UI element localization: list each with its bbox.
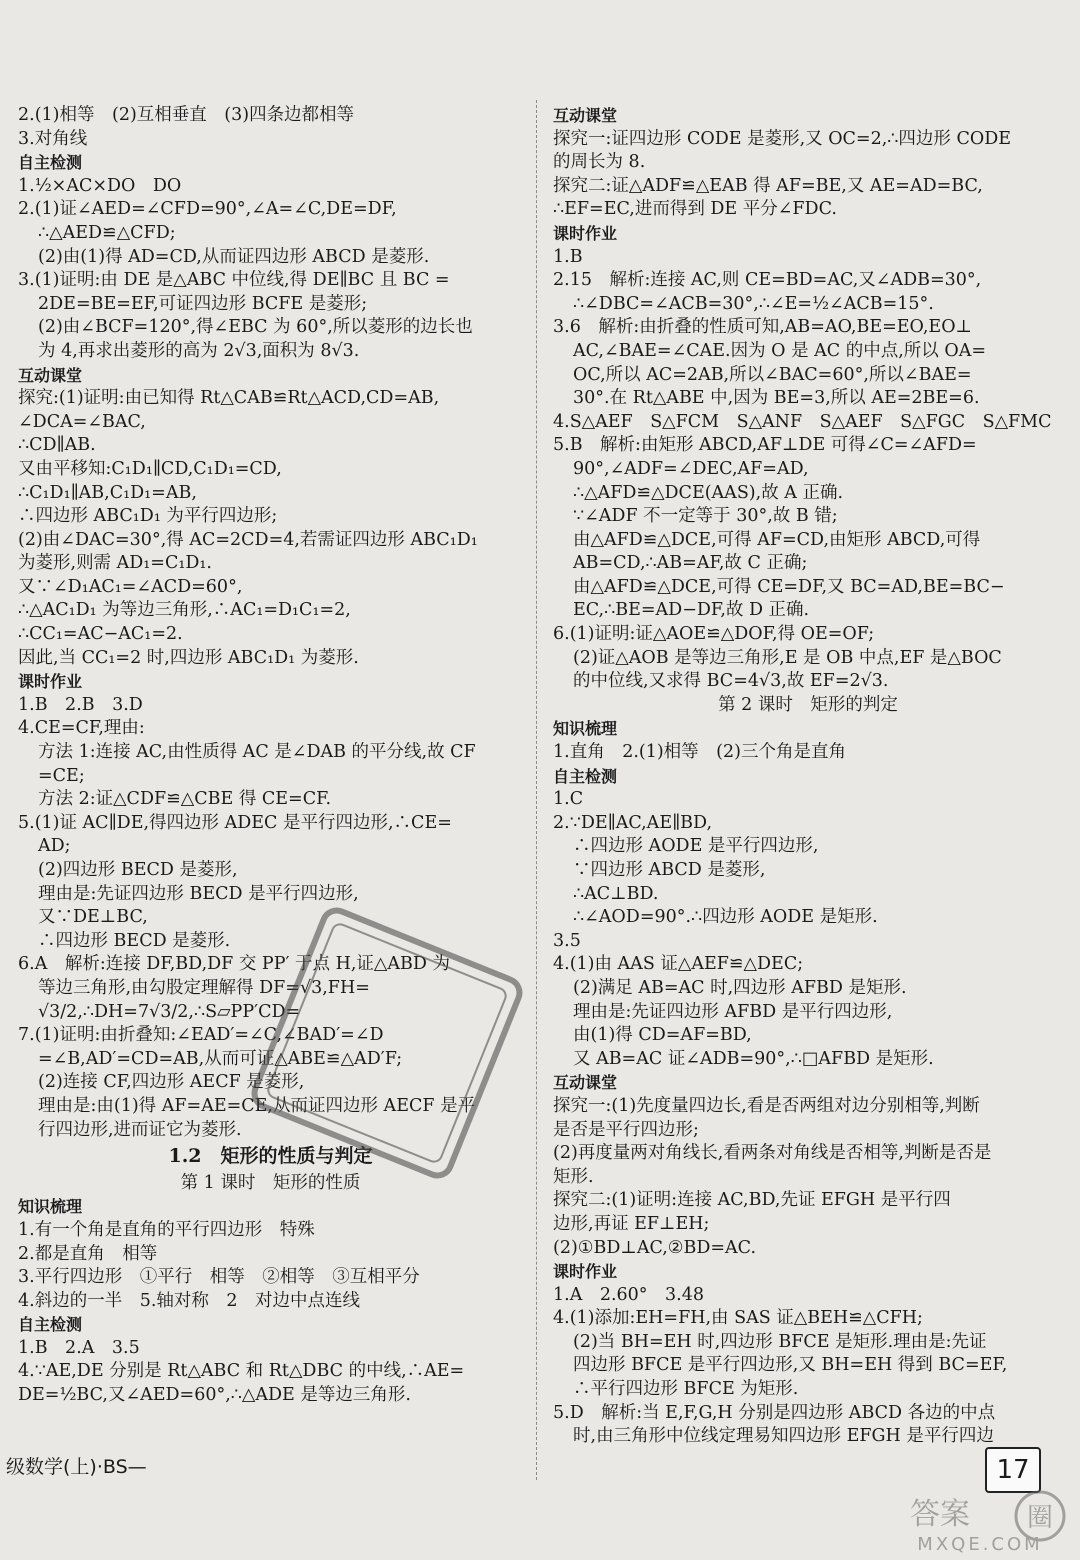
answer-line: 方法 1:连接 AC,由性质得 AC 是∠DAB 的平分线,故 CF	[38, 742, 476, 763]
answer-line: 的中位线,又求得 BC=4√3,故 EF=2√3.	[573, 671, 889, 692]
answer-line: ∴△AFD≌△DCE(AAS),故 A 正确.	[573, 482, 844, 503]
answer-line: 7.(1)证明:由折叠知:∠EAD′=∠C,∠BAD′=∠D	[18, 1025, 384, 1046]
answer-line: ∵∠ADF 不一定等于 30°,故 B 错;	[573, 506, 838, 527]
section-heading: 课时作业	[553, 1262, 618, 1282]
section-heading: 互动课堂	[18, 365, 83, 385]
answer-line: (2)证△AOB 是等边三角形,E 是 OB 中点,EF 是△BOC	[573, 647, 1002, 668]
answer-line: 行四边形,进而证它为菱形.	[38, 1119, 242, 1140]
section-heading: 知识梳理	[18, 1197, 83, 1217]
answer-line: (2)当 BH=EH 时,四边形 BFCE 是矩形.理由是:先证	[573, 1331, 987, 1352]
answer-line: 4.(1)添加:EH=FH,由 SAS 证△BEH≌△CFH;	[553, 1308, 923, 1329]
answer-line: (2)由∠DAC=30°,得 AC=2CD=4,若需证四边形 ABC₁D₁	[18, 529, 478, 550]
answer-line: 6.(1)证明:证△AOE≌△DOF,得 OE=OF;	[553, 624, 875, 645]
answer-line: 3.6 解析:由折叠的性质可知,AB=AO,BE=EO,EO⊥	[553, 317, 973, 338]
answer-line: 四边形 BFCE 是平行四边形,又 BH=EH 得到 BC=EF,	[573, 1355, 1008, 1376]
section-heading: 互动课堂	[553, 106, 618, 125]
answer-line: 1.½×AC×DO DO	[18, 175, 182, 196]
section-heading: 自主检测	[18, 1315, 83, 1335]
answer-line: DE=½BC,又∠AED=60°,∴△ADE 是等边三角形.	[18, 1385, 411, 1406]
answer-line: ∵四边形 ABCD 是菱形,	[573, 860, 766, 880]
answer-line: 3.5	[553, 930, 581, 951]
answer-line: ∴∠DBC=∠ACB=30°,∴∠E=½∠ACB=15°.	[573, 293, 934, 314]
answer-line: 为 4,再求出菱形的高为 2√3,面积为 8√3.	[38, 340, 360, 361]
answer-line: EC,∴BE=AD−DF,故 D 正确.	[573, 600, 810, 621]
answer-line: (2)四边形 BECD 是菱形,	[38, 860, 238, 880]
answer-line: 4.(1)由 AAS 证△AEF≌△DEC;	[553, 954, 804, 975]
section-heading: 互动课堂	[553, 1073, 618, 1093]
answer-line: OC,所以 AC=2AB,所以∠BAC=60°,所以∠BAE=	[573, 364, 972, 385]
answer-line: 2.(1)证∠AED=∠CFD=90°,∠A=∠C,DE=DF,	[18, 199, 397, 220]
answer-line: 1.B 2.B 3.D	[18, 694, 143, 715]
answer-line: AB=CD,∴AB=AF,故 C 正确;	[573, 553, 808, 574]
answer-line: AD;	[38, 836, 71, 857]
watermark-logo	[880, 1488, 1070, 1554]
answer-line: 又由平移知:C₁D₁∥CD,C₁D₁=CD,	[18, 458, 282, 479]
answer-line: √3/2,∴DH=7√3/2,∴S▱PP′CD=	[38, 1001, 301, 1022]
answer-line: 探究一:证四边形 CODE 是菱形,又 OC=2,∴四边形 CODE	[553, 128, 1012, 149]
answer-line: 90°,∠ADF=∠DEC,AF=AD,	[573, 458, 809, 479]
answer-line: ∴CD∥AB.	[18, 435, 96, 456]
answer-line: AC,∠BAE=∠CAE.因为 O 是 AC 的中点,所以 OA=	[573, 340, 986, 361]
answer-line: 3.平行四边形 ①平行 相等 ②相等 ③互相平分	[18, 1267, 420, 1288]
lesson-title: 第 1 课时 矩形的性质	[180, 1172, 361, 1193]
answer-line: 4.CE=CF,理由:	[18, 718, 145, 739]
page-number: 17	[985, 1447, 1041, 1493]
answer-line: 探究二:(1)证明:连接 AC,BD,先证 EFGH 是平行四	[553, 1190, 951, 1211]
answer-line: ∴C₁D₁∥AB,C₁D₁=AB,	[18, 482, 197, 503]
answer-line: 1.B	[553, 246, 583, 267]
answer-line: ∴EF=EC,进而得到 DE 平分∠FDC.	[553, 199, 837, 220]
answer-line: (2)再度量两对角线长,看两条对角线是否相等,判断是否是	[553, 1143, 992, 1164]
answer-line: 探究二:证△ADF≌△EAB 得 AF=BE,又 AE=AD=BC,	[553, 175, 983, 196]
svg-text:答案: 答案	[910, 1497, 970, 1532]
answer-line: 是否是平行四边形;	[553, 1119, 699, 1140]
left-column	[18, 104, 523, 1408]
answer-line: ∴△AC₁D₁ 为等边三角形,∴AC₁=D₁C₁=2,	[18, 600, 351, 621]
answer-line: ∴CC₁=AC−AC₁=2.	[18, 624, 183, 645]
answer-line: (2)由(1)得 AD=CD,从而证四边形 ABCD 是菱形.	[38, 246, 430, 267]
answer-line: (2)满足 AB=AC 时,四边形 AFBD 是矩形.	[573, 977, 907, 998]
answer-line: 2.∵DE∥AC,AE∥BD,	[553, 812, 713, 833]
answer-line: (2)连接 CF,四边形 AECF 是菱形,	[38, 1072, 305, 1093]
answer-line: 2.都是直角 相等	[18, 1243, 158, 1264]
answer-line: 时,由三角形中位线定理易知四边形 EFGH 是平行四边	[573, 1426, 994, 1447]
answer-line: 由△AFD≌△DCE,可得 AF=CD,由矩形 ABCD,可得	[573, 529, 981, 550]
lesson-title: 第 2 课时 矩形的判定	[718, 694, 898, 715]
answer-line: 1.有一个角是直角的平行四边形 特殊	[18, 1219, 315, 1240]
answer-line: 1.B 2.A 3.5	[18, 1337, 140, 1358]
answer-line: 5.D 解析:当 E,F,G,H 分别是四边形 ABCD 各边的中点	[553, 1402, 996, 1423]
answer-line: 2.(1)相等 (2)互相垂直 (3)四条边都相等	[18, 105, 355, 125]
section-heading: 自主检测	[553, 766, 618, 786]
answer-line: 又∵∠D₁AC₁=∠ACD=60°,	[18, 576, 243, 597]
answer-line: 等边三角形,由勾股定理解得 DF=√3,FH=	[38, 977, 370, 998]
answer-line: 因此,当 CC₁=2 时,四边形 ABC₁D₁ 为菱形.	[18, 647, 359, 668]
answer-line: 方法 2:证△CDF≌△CBE 得 CE=CF.	[38, 789, 332, 810]
answer-line: ∴四边形 AODE 是平行四边形,	[573, 836, 819, 857]
answer-line: 2DE=BE=EF,可证四边形 BCFE 是菱形;	[38, 293, 368, 314]
answer-line: 理由是:由(1)得 AF=AE=CE,从而证四边形 AECF 是平	[38, 1095, 476, 1116]
answer-line: 2.15 解析:连接 AC,则 CE=BD=AC,又∠ADB=30°,	[553, 270, 982, 291]
answer-line: 探究一:(1)先度量四边长,看是否两组对边分别相等,判断	[553, 1095, 980, 1116]
answer-line: 5.B 解析:由矩形 ABCD,AF⊥DE 可得∠C=∠AFD=	[553, 435, 977, 456]
answer-line: 1.C	[553, 789, 584, 810]
chapter-title: 1.2 矩形的性质与判定	[168, 1145, 373, 1168]
answer-line: 3.(1)证明:由 DE 是△ABC 中位线,得 DE∥BC 且 BC =	[18, 270, 450, 291]
answer-line: 1.直角 2.(1)相等 (2)三个角是直角	[553, 742, 846, 763]
answer-line: 6.A 解析:连接 DF,BD,DF 交 PP′ 于点 H,证△ABD 为	[18, 954, 450, 975]
answer-line: 3.对角线	[18, 128, 88, 149]
answer-line: 理由是:先证四边形 AFBD 是平行四边形,	[573, 1001, 893, 1022]
section-heading: 课时作业	[18, 672, 83, 692]
answer-line: 4.∵AE,DE 分别是 Rt△ABC 和 Rt△DBC 的中线,∴AE=	[18, 1361, 465, 1382]
answer-line: 边形,再证 EF⊥EH;	[553, 1213, 710, 1234]
answer-line: =∠B,AD′=CD=AB,从而可证△ABE≌△AD′F;	[38, 1048, 403, 1069]
answer-line: ∴平行四边形 BFCE 为矩形.	[573, 1379, 799, 1400]
answer-line: 探究:(1)证明:由已知得 Rt△CAB≌Rt△ACD,CD=AB,	[18, 388, 440, 409]
footer-subject: 级数学(上)·BS—	[6, 1456, 147, 1478]
answer-line: 30°.在 Rt△ABE 中,因为 BE=3,所以 AE=2BE=6.	[573, 388, 980, 409]
answer-line: ∴四边形 BECD 是菱形.	[38, 930, 231, 951]
answer-line: ∠DCA=∠BAC,	[18, 411, 146, 432]
answer-line: 4.S△AEF S△FCM S△ANF S△AEF S△FGC S△FMC	[553, 411, 1052, 432]
answer-line: ∴四边形 ABC₁D₁ 为平行四边形;	[18, 506, 278, 527]
column-divider	[536, 100, 537, 1480]
section-heading: 课时作业	[553, 223, 618, 243]
answer-line: =CE;	[38, 765, 85, 786]
answer-line: ∴∠AOD=90°.∴四边形 AODE 是矩形.	[573, 907, 878, 928]
answer-line: 矩形.	[553, 1166, 594, 1187]
answer-line: 理由是:先证四边形 BECD 是平行四边形,	[38, 883, 359, 904]
answer-line: 的周长为 8.	[553, 152, 646, 173]
answer-line: ∴△AED≌△CFD;	[38, 222, 176, 243]
section-heading: 自主检测	[18, 153, 83, 173]
right-column	[553, 104, 1063, 1449]
answer-line: 4.斜边的一半 5.轴对称 2 对边中点连线	[18, 1290, 361, 1311]
answer-line: 由(1)得 CD=AF=BD,	[573, 1025, 752, 1046]
answer-line: 5.(1)证 AC∥DE,得四边形 ADEC 是平行四边形,∴CE=	[18, 812, 452, 833]
answer-line: 为菱形,则需 AD₁=C₁D₁.	[18, 553, 212, 574]
section-heading: 知识梳理	[553, 719, 618, 739]
answer-line: 1.A 2.60° 3.48	[553, 1284, 705, 1305]
answer-line: 又∵DE⊥BC,	[38, 907, 148, 928]
svg-text:圈: 圈	[1026, 1503, 1054, 1533]
answer-line: 由△AFD≌△DCE,可得 CE=DF,又 BC=AD,BE=BC−	[573, 576, 1005, 597]
answer-line: 又 AB=AC 证∠ADB=90°,∴□AFBD 是矩形.	[573, 1048, 934, 1069]
answer-line: (2)由∠BCF=120°,得∠EBC 为 60°,所以菱形的边长也	[38, 317, 473, 338]
svg-text:MXQE.COM: MXQE.COM	[917, 1534, 1043, 1554]
answer-line: (2)①BD⊥AC,②BD=AC.	[553, 1237, 757, 1258]
answer-line: ∴AC⊥BD.	[573, 883, 659, 904]
